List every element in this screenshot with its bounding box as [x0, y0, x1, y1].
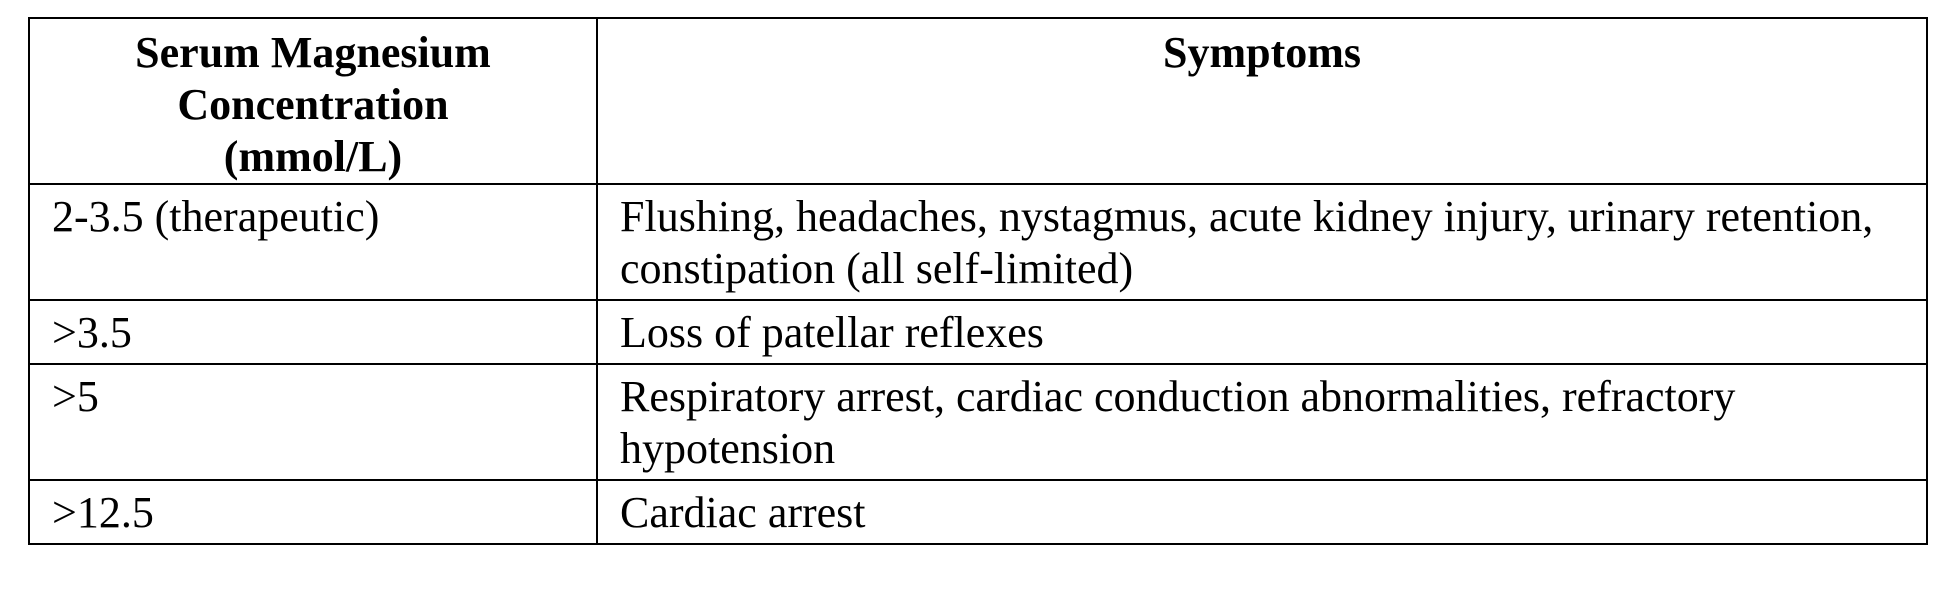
table-row	[29, 300, 1927, 364]
concentration-cell: >5	[29, 364, 597, 480]
symptoms-cell: Loss of patellar reflexes	[597, 300, 1927, 364]
table-row	[29, 364, 1927, 480]
header-concentration: Serum Magnesium Concentration (mmol/L)	[29, 18, 597, 184]
table-header-row	[29, 18, 1927, 184]
magnesium-symptoms-table	[28, 17, 1928, 545]
symptoms-cell: Respiratory arrest, cardiac conduction abnormalities, refractory hypotension	[597, 364, 1927, 480]
header-symptoms: Symptoms	[597, 18, 1927, 184]
table-row	[29, 184, 1927, 300]
symptoms-cell: Cardiac arrest	[597, 480, 1927, 544]
table-row	[29, 480, 1927, 544]
concentration-cell: >12.5	[29, 480, 597, 544]
concentration-cell: 2-3.5 (therapeutic)	[29, 184, 597, 300]
symptoms-cell: Flushing, headaches, nystagmus, acute kidney injury, urinary retention, constipation (all self-limited)	[597, 184, 1927, 300]
concentration-cell: >3.5	[29, 300, 597, 364]
